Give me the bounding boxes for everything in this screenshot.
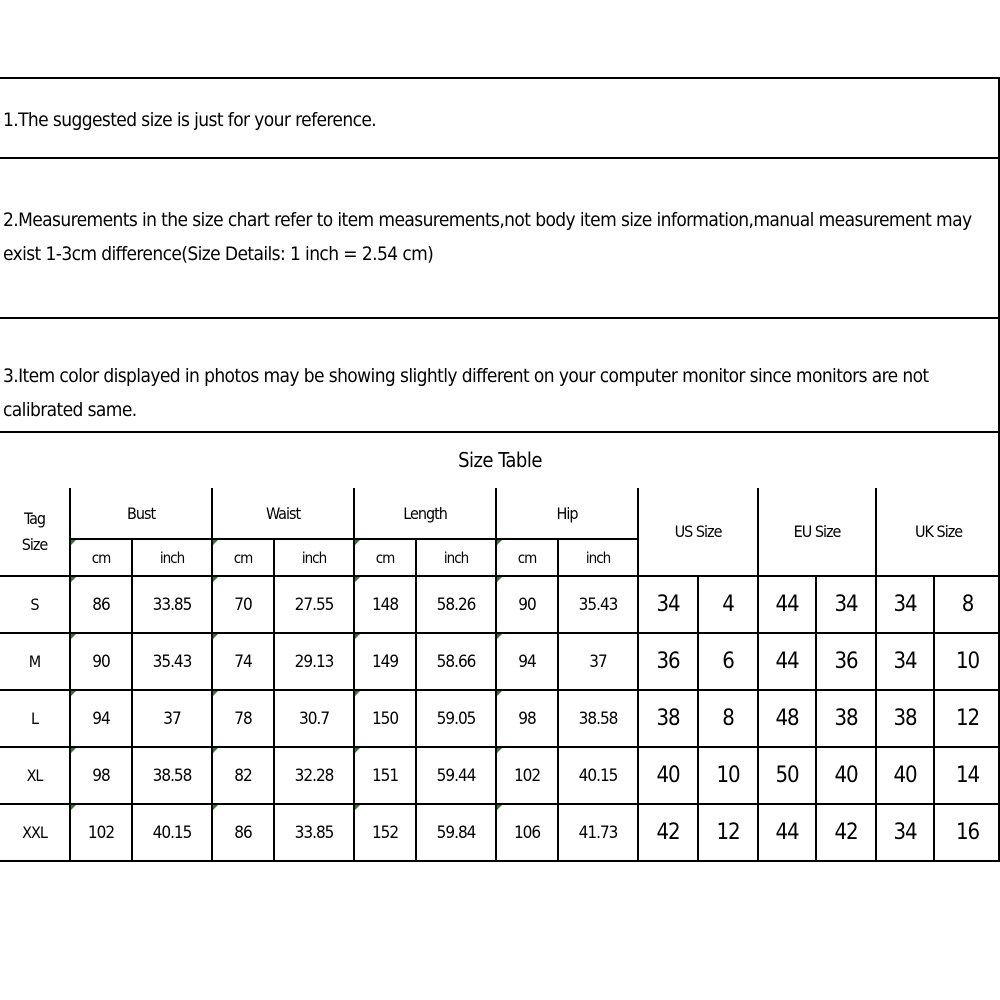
- unit-header: inch: [416, 539, 496, 576]
- table-cell: 58.26: [416, 576, 496, 633]
- note-measurements: [0, 157, 1000, 317]
- table-cell: 59.05: [416, 690, 496, 747]
- unit-header: cm: [354, 539, 416, 576]
- table-cell: 36: [816, 633, 876, 690]
- table-cell: 38: [876, 690, 934, 747]
- tag-header-line: Tag: [23, 508, 46, 528]
- table-row: [0, 576, 1000, 633]
- table-cell: 4: [698, 576, 758, 633]
- corner-mark: [71, 577, 76, 582]
- table-cell: 40: [638, 747, 698, 804]
- table-cell: 58.66: [416, 633, 496, 690]
- unit-header: inch: [274, 539, 354, 576]
- table-cell: 38: [816, 690, 876, 747]
- table-cell: 35.43: [132, 633, 212, 690]
- size-header-line: Size: [21, 534, 48, 554]
- corner-mark: [71, 540, 76, 545]
- table-cell: 37: [558, 633, 638, 690]
- unit-header: inch: [132, 539, 212, 576]
- size-table-body: [0, 576, 1000, 861]
- table-cell: 42: [638, 804, 698, 861]
- table-cell: 148: [354, 576, 416, 633]
- unit-header: inch: [558, 539, 638, 576]
- table-cell: 8: [934, 576, 1000, 633]
- note-text: 2.Measurements in the size chart refer to item measurements,not body item size information,manual measurement may exist 1-3cm difference(Size Details: 1 inch = 2.54 cm): [3, 209, 972, 265]
- table-cell: 40: [816, 747, 876, 804]
- corner-mark: [213, 691, 218, 696]
- table-cell: 78: [212, 690, 274, 747]
- table-cell: 8: [698, 690, 758, 747]
- corner-mark: [497, 748, 502, 753]
- corner-mark: [213, 805, 218, 810]
- table-cell: 40: [876, 747, 934, 804]
- corner-mark: [71, 748, 76, 753]
- corner-mark: [71, 691, 76, 696]
- corner-mark: [355, 748, 360, 753]
- note-color: [0, 317, 1000, 433]
- tag-size-header: [0, 488, 70, 576]
- table-cell: 98: [70, 747, 132, 804]
- corner-mark: [355, 540, 360, 545]
- table-cell: 32.28: [274, 747, 354, 804]
- waist-header: Waist: [212, 488, 354, 539]
- table-cell: 102: [70, 804, 132, 861]
- note-reference: [0, 103, 1000, 157]
- table-cell: 149: [354, 633, 416, 690]
- table-cell: 34: [876, 576, 934, 633]
- table-row: [0, 747, 1000, 804]
- table-cell: 86: [212, 804, 274, 861]
- hip-header: Hip: [496, 488, 638, 539]
- table-cell: 10: [698, 747, 758, 804]
- uk-size-header: UK Size: [876, 488, 1000, 576]
- table-cell: 33.85: [274, 804, 354, 861]
- tag-size-cell: M: [0, 633, 70, 690]
- corner-mark: [213, 577, 218, 582]
- table-cell: 48: [758, 690, 816, 747]
- table-row: [0, 690, 1000, 747]
- table-cell: 33.85: [132, 576, 212, 633]
- table-cell: 10: [934, 633, 1000, 690]
- eu-size-header: EU Size: [758, 488, 876, 576]
- corner-mark: [71, 634, 76, 639]
- table-cell: 152: [354, 804, 416, 861]
- table-cell: 90: [70, 633, 132, 690]
- corner-mark: [497, 577, 502, 582]
- tag-size-cell: XXL: [0, 804, 70, 861]
- table-cell: 16: [934, 804, 1000, 861]
- note-text: 1.The suggested size is just for your reference.: [3, 109, 377, 131]
- table-cell: 14: [934, 747, 1000, 804]
- table-cell: 29.13: [274, 633, 354, 690]
- table-cell: 70: [212, 576, 274, 633]
- size-table-title: Size Table: [0, 431, 1000, 488]
- header-row-groups: [0, 488, 1000, 539]
- table-cell: 90: [496, 576, 558, 633]
- length-header: Length: [354, 488, 496, 539]
- table-cell: 40.15: [132, 804, 212, 861]
- table-cell: 106: [496, 804, 558, 861]
- table-cell: 34: [876, 804, 934, 861]
- corner-mark: [71, 805, 76, 810]
- corner-mark: [355, 634, 360, 639]
- corner-mark: [497, 634, 502, 639]
- table-cell: 12: [698, 804, 758, 861]
- table-cell: 150: [354, 690, 416, 747]
- table-cell: 34: [876, 633, 934, 690]
- table-row: [0, 633, 1000, 690]
- table-cell: 50: [758, 747, 816, 804]
- table-cell: 38.58: [558, 690, 638, 747]
- corner-mark: [497, 691, 502, 696]
- table-cell: 42: [816, 804, 876, 861]
- note-text: 3.Item color displayed in photos may be showing slightly different on your computer monitor since monitors are not calibrated same.: [3, 365, 929, 421]
- table-cell: 37: [132, 690, 212, 747]
- table-cell: 94: [70, 690, 132, 747]
- notes-section: [0, 77, 1000, 431]
- corner-mark: [355, 805, 360, 810]
- corner-mark: [213, 540, 218, 545]
- table-cell: 102: [496, 747, 558, 804]
- corner-mark: [497, 540, 502, 545]
- table-cell: 6: [698, 633, 758, 690]
- table-cell: 59.44: [416, 747, 496, 804]
- corner-mark: [355, 691, 360, 696]
- tag-size-cell: S: [0, 576, 70, 633]
- table-cell: 44: [758, 804, 816, 861]
- tag-size-cell: XL: [0, 747, 70, 804]
- corner-mark: [213, 748, 218, 753]
- table-row: [0, 804, 1000, 861]
- table-cell: 30.7: [274, 690, 354, 747]
- table-cell: 34: [638, 576, 698, 633]
- table-cell: 27.55: [274, 576, 354, 633]
- table-cell: 44: [758, 633, 816, 690]
- table-cell: 86: [70, 576, 132, 633]
- table-cell: 151: [354, 747, 416, 804]
- unit-header: cm: [212, 539, 274, 576]
- table-cell: 59.84: [416, 804, 496, 861]
- corner-mark: [213, 634, 218, 639]
- table-cell: 12: [934, 690, 1000, 747]
- corner-mark: [355, 577, 360, 582]
- table-cell: 98: [496, 690, 558, 747]
- us-size-header: US Size: [638, 488, 758, 576]
- tag-size-cell: L: [0, 690, 70, 747]
- table-cell: 94: [496, 633, 558, 690]
- unit-header: cm: [70, 539, 132, 576]
- table-cell: 36: [638, 633, 698, 690]
- bust-header: Bust: [70, 488, 212, 539]
- table-cell: 38: [638, 690, 698, 747]
- table-cell: 40.15: [558, 747, 638, 804]
- unit-header: cm: [496, 539, 558, 576]
- corner-mark: [497, 805, 502, 810]
- table-cell: 82: [212, 747, 274, 804]
- table-cell: 74: [212, 633, 274, 690]
- table-cell: 34: [816, 576, 876, 633]
- table-cell: 38.58: [132, 747, 212, 804]
- table-cell: 41.73: [558, 804, 638, 861]
- table-cell: 44: [758, 576, 816, 633]
- table-cell: 35.43: [558, 576, 638, 633]
